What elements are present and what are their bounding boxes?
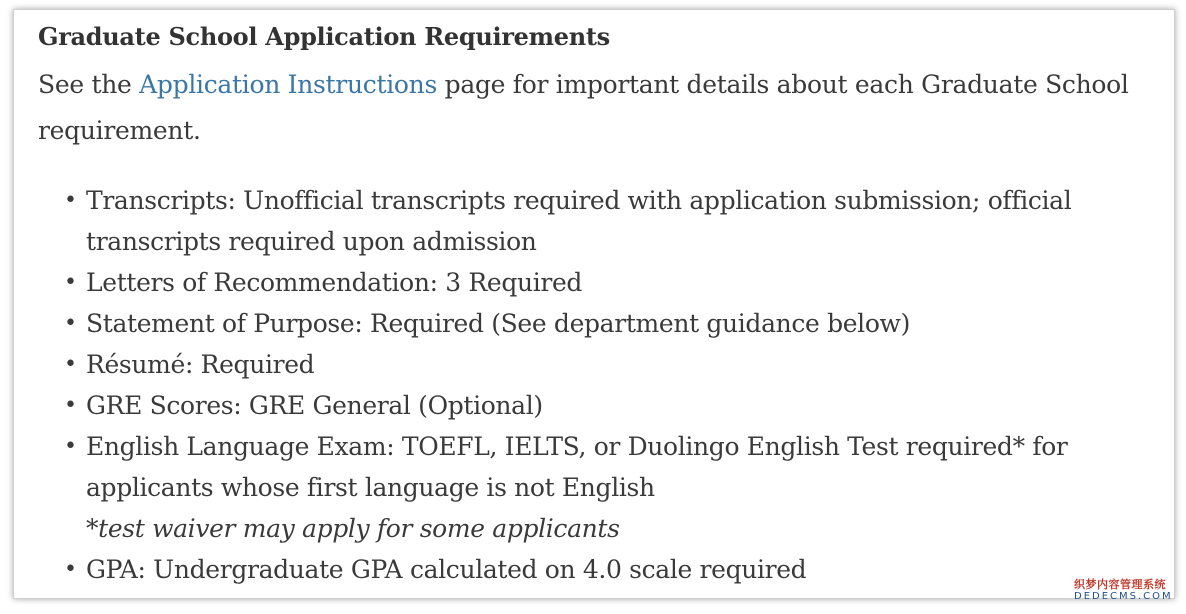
- requirement-statement-of-purpose: [38, 303, 1168, 344]
- bullet-icon: •: [64, 311, 77, 336]
- requirement-text: Statement of Purpose: Required (See department guidance below): [86, 309, 910, 338]
- requirement-resume: [38, 344, 1168, 385]
- page-title: Graduate School Application Requirements: [38, 22, 610, 51]
- bullet-icon: •: [64, 270, 77, 295]
- requirement-text: GPA: Undergraduate GPA calculated on 4.0 scale required: [86, 555, 807, 584]
- intro-suffix: page for important details about each Graduate School requirement.: [38, 70, 1129, 145]
- requirement-text: Transcripts: Unofficial transcripts required with application submission; official transcripts required upon admission: [86, 186, 1072, 256]
- intro-paragraph: [38, 62, 1138, 154]
- bullet-icon: •: [64, 352, 77, 377]
- bullet-icon: •: [64, 393, 77, 418]
- watermark-line-2: DEDECMS.COM: [1074, 591, 1173, 602]
- requirement-footnote: *test waiver may apply for some applicants: [86, 514, 620, 543]
- watermark-logo: [1074, 578, 1178, 606]
- requirement-transcripts: [38, 180, 1168, 262]
- requirement-text: GRE Scores: GRE General (Optional): [86, 391, 543, 420]
- application-instructions-link[interactable]: Application Instructions: [139, 70, 437, 99]
- requirement-text: Letters of Recommendation: 3 Required: [86, 268, 583, 297]
- bullet-icon: •: [64, 434, 77, 459]
- requirements-panel: [13, 9, 1175, 599]
- requirement-text: English Language Exam: TOEFL, IELTS, or Duolingo English Test required* for applicants whose first language is not English: [86, 432, 1068, 502]
- requirement-gpa: [38, 549, 1168, 590]
- requirement-english-language-exam: [38, 426, 1168, 549]
- watermark-line-1: 织梦内容管理系统: [1074, 578, 1166, 591]
- requirements-list: [38, 180, 1168, 590]
- requirement-gre-scores: [38, 385, 1168, 426]
- bullet-icon: •: [64, 188, 77, 213]
- bullet-icon: •: [64, 557, 77, 582]
- requirement-letters-of-recommendation: [38, 262, 1168, 303]
- requirement-text: Résumé: Required: [86, 350, 315, 379]
- intro-prefix: See the: [38, 70, 140, 99]
